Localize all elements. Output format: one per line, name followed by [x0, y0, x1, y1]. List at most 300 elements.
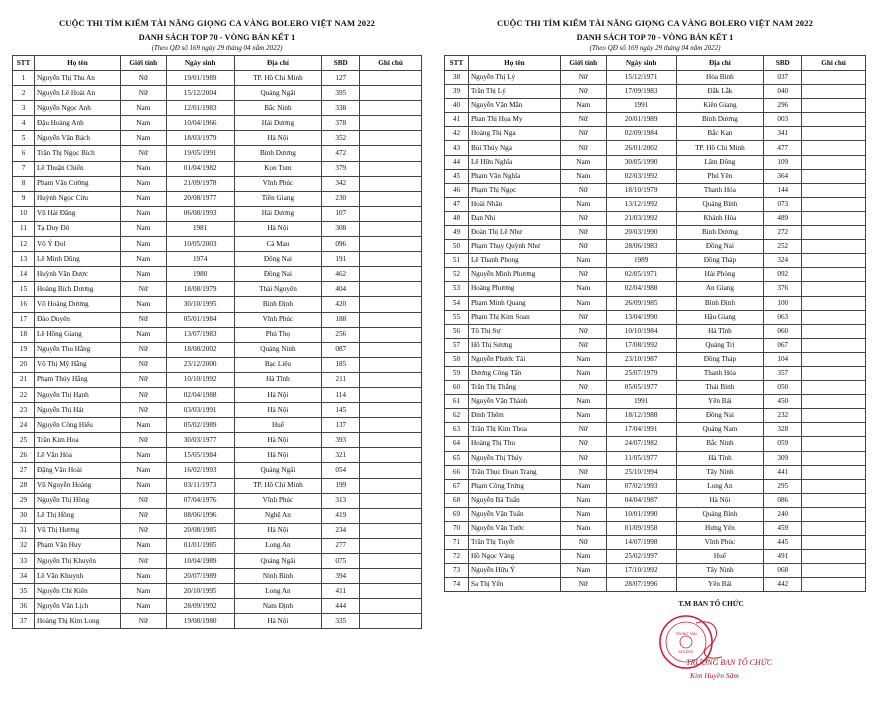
- note-cell: [802, 268, 866, 282]
- gender-cell: Nam: [560, 352, 606, 366]
- stt-cell: 39: [445, 85, 469, 99]
- name-cell: Trần Thị Ngọc Bích: [34, 146, 120, 161]
- birthdate-cell: 18/03/1979: [166, 131, 234, 146]
- name-cell: Lê Minh Dũng: [34, 252, 120, 267]
- gender-cell: Nam: [120, 176, 166, 191]
- note-cell: [360, 116, 422, 131]
- stt-cell: 45: [445, 169, 469, 183]
- gender-cell: Nữ: [560, 310, 606, 324]
- note-cell: [360, 131, 422, 146]
- address-cell: Bình Định: [234, 297, 322, 312]
- address-cell: Hải Dương: [234, 206, 322, 221]
- note-cell: [802, 338, 866, 352]
- name-cell: Phạm Văn Nghĩa: [468, 169, 560, 183]
- table-row: [13, 614, 422, 629]
- sbd-cell: 321: [322, 448, 360, 463]
- birthdate-cell: 1991: [606, 99, 676, 113]
- address-cell: Bình Dương: [676, 113, 764, 127]
- birthdate-cell: 25/07/1979: [606, 366, 676, 380]
- gender-cell: Nam: [560, 169, 606, 183]
- address-cell: Bắc Ninh: [676, 437, 764, 451]
- birthdate-cell: 03/11/1973: [166, 478, 234, 493]
- note-cell: [802, 578, 866, 592]
- name-cell: Nguyễn Ngọc Anh: [34, 101, 120, 116]
- address-cell: Ninh Bình: [234, 569, 322, 584]
- table-row: [445, 366, 866, 380]
- table-row: [13, 448, 422, 463]
- address-cell: Đồng Nai: [234, 252, 322, 267]
- stt-cell: 35: [13, 584, 35, 599]
- note-cell: [802, 550, 866, 564]
- table-row: [445, 479, 866, 493]
- birthdate-cell: 20/01/1989: [606, 113, 676, 127]
- stt-cell: 74: [445, 578, 469, 592]
- stt-cell: 71: [445, 536, 469, 550]
- column-header: Họ tên: [468, 56, 560, 71]
- stt-cell: 27: [13, 463, 35, 478]
- sbd-cell: 075: [322, 554, 360, 569]
- signature-name: Kim Huyền Sâm: [690, 671, 739, 680]
- sbd-cell: 324: [764, 254, 802, 268]
- name-cell: Nguyễn Công Hiếu: [34, 418, 120, 433]
- gender-cell: Nữ: [120, 71, 166, 86]
- list-page-right: [444, 0, 866, 592]
- name-cell: Nguyễn Văn Thành: [468, 395, 560, 409]
- name-cell: Nguyễn Văn Mẫn: [468, 99, 560, 113]
- name-cell: Nguyễn Văn Bách: [34, 131, 120, 146]
- stt-cell: 63: [445, 423, 469, 437]
- table-row: [13, 478, 422, 493]
- name-cell: Nguyễn Thị Hát: [34, 403, 120, 418]
- note-cell: [360, 312, 422, 327]
- address-cell: Nghệ An: [234, 508, 322, 523]
- gender-cell: Nữ: [560, 324, 606, 338]
- address-cell: Đồng Tháp: [676, 254, 764, 268]
- note-cell: [802, 99, 866, 113]
- address-cell: Hải Phòng: [676, 268, 764, 282]
- note-cell: [360, 508, 422, 523]
- note-cell: [360, 71, 422, 86]
- birthdate-cell: 18/12/1988: [606, 409, 676, 423]
- gender-cell: Nữ: [560, 451, 606, 465]
- address-cell: Lâm Đồng: [676, 155, 764, 169]
- stt-cell: 57: [445, 338, 469, 352]
- stt-cell: 67: [445, 479, 469, 493]
- stt-cell: 1: [13, 71, 35, 86]
- address-cell: Bình Dương: [676, 226, 764, 240]
- column-header: SBD: [764, 56, 802, 71]
- stt-cell: 3: [13, 101, 35, 116]
- birthdate-cell: 19/05/1991: [166, 146, 234, 161]
- gender-cell: Nữ: [560, 113, 606, 127]
- table-row: [13, 116, 422, 131]
- table-row: [445, 338, 866, 352]
- stt-cell: 32: [13, 538, 35, 553]
- birthdate-cell: 07/04/1976: [166, 493, 234, 508]
- birthdate-cell: 15/12/1971: [606, 71, 676, 85]
- address-cell: Hà Nội: [234, 523, 322, 538]
- note-cell: [802, 395, 866, 409]
- note-cell: [360, 387, 422, 402]
- table-row: [13, 131, 422, 146]
- name-cell: Bùi Thúy Nga: [468, 141, 560, 155]
- address-cell: Long An: [234, 538, 322, 553]
- name-cell: Lê Văn Hòa: [34, 448, 120, 463]
- gender-cell: Nữ: [560, 127, 606, 141]
- stt-cell: 26: [13, 448, 35, 463]
- address-cell: Hậu Giang: [676, 310, 764, 324]
- name-cell: Nguyễn Văn Lịch: [34, 599, 120, 614]
- table-row: [445, 254, 866, 268]
- birthdate-cell: 28/07/1996: [606, 578, 676, 592]
- note-cell: [360, 161, 422, 176]
- birthdate-cell: 11/05/1977: [606, 451, 676, 465]
- address-cell: Phú Yên: [676, 169, 764, 183]
- address-cell: Đồng Nai: [234, 267, 322, 282]
- birthdate-cell: 19/01/1989: [166, 71, 234, 86]
- address-cell: Hải Dương: [234, 116, 322, 131]
- birthdate-cell: 24/07/1982: [606, 437, 676, 451]
- birthdate-cell: 02/05/1971: [606, 268, 676, 282]
- table-row: [445, 240, 866, 254]
- birthdate-cell: 13/04/1990: [606, 310, 676, 324]
- address-cell: Quảng Ngãi: [234, 86, 322, 101]
- gender-cell: Nữ: [120, 433, 166, 448]
- table-row: [445, 324, 866, 338]
- note-cell: [802, 183, 866, 197]
- gender-cell: Nam: [120, 569, 166, 584]
- birthdate-cell: 17/08/1992: [606, 338, 676, 352]
- birthdate-cell: 08/06/1996: [166, 508, 234, 523]
- address-cell: Thái Bình: [676, 381, 764, 395]
- table-row: [445, 197, 866, 211]
- table-row: [445, 268, 866, 282]
- address-cell: Long An: [234, 584, 322, 599]
- table-row: [13, 357, 422, 372]
- table-row: [445, 211, 866, 225]
- sbd-cell: 404: [322, 282, 360, 297]
- table-header-row: [445, 56, 866, 71]
- address-cell: Yên Bái: [676, 395, 764, 409]
- sbd-cell: 096: [322, 237, 360, 252]
- name-cell: Lê Thanh Phong: [468, 254, 560, 268]
- name-cell: Nguyễn Chí Kiên: [34, 584, 120, 599]
- stt-cell: 12: [13, 237, 35, 252]
- table-row: [13, 342, 422, 357]
- column-header: SBD: [322, 56, 360, 71]
- sbd-cell: 199: [322, 478, 360, 493]
- name-cell: Phạm Thị Kim Soan: [468, 310, 560, 324]
- sbd-cell: 442: [764, 578, 802, 592]
- decision-note: (Theo QĐ số 169 ngày 29 tháng 04 năm 2022): [589, 44, 721, 52]
- gender-cell: Nữ: [560, 226, 606, 240]
- stt-cell: 43: [445, 141, 469, 155]
- address-cell: TP. Hồ Chí Minh: [234, 71, 322, 86]
- table-row: [445, 99, 866, 113]
- contestant-table-left: [12, 55, 422, 629]
- sbd-cell: 230: [322, 191, 360, 206]
- signature-block: [620, 600, 780, 680]
- column-header: Ngày sinh: [166, 56, 234, 71]
- birthdate-cell: 04/04/1987: [606, 493, 676, 507]
- name-cell: Nguyễn Minh Phương: [468, 268, 560, 282]
- gender-cell: Nam: [560, 409, 606, 423]
- sbd-cell: 054: [322, 463, 360, 478]
- birthdate-cell: 06/08/1993: [166, 206, 234, 221]
- birthdate-cell: 10/01/1990: [606, 507, 676, 521]
- name-cell: Tạ Duy Đô: [34, 221, 120, 236]
- gender-cell: Nam: [560, 564, 606, 578]
- table-row: [445, 465, 866, 479]
- note-cell: [802, 507, 866, 521]
- address-cell: Bắc Kạn: [676, 127, 764, 141]
- note-cell: [360, 297, 422, 312]
- sbd-cell: 104: [764, 352, 802, 366]
- name-cell: Lê Hữu Nghĩa: [468, 155, 560, 169]
- stt-cell: 4: [13, 116, 35, 131]
- note-cell: [802, 352, 866, 366]
- table-row: [13, 297, 422, 312]
- gender-cell: Nữ: [560, 85, 606, 99]
- note-cell: [360, 191, 422, 206]
- stt-cell: 44: [445, 155, 469, 169]
- gender-cell: Nam: [560, 366, 606, 380]
- birthdate-cell: 15/05/1984: [166, 448, 234, 463]
- stt-cell: 37: [13, 614, 35, 629]
- decision-note: (Theo QĐ số 169 ngày 29 tháng 04 năm 2022): [151, 44, 283, 52]
- address-cell: Nam Định: [234, 599, 322, 614]
- name-cell: Đinh Thêm: [468, 409, 560, 423]
- sbd-cell: 087: [322, 342, 360, 357]
- address-cell: Bạc Liêu: [234, 357, 322, 372]
- sbd-cell: 394: [322, 569, 360, 584]
- sbd-cell: 191: [322, 252, 360, 267]
- birthdate-cell: 02/03/1992: [606, 169, 676, 183]
- address-cell: Quảng Ngãi: [234, 554, 322, 569]
- table-row: [445, 451, 866, 465]
- gender-cell: Nữ: [560, 437, 606, 451]
- note-cell: [360, 86, 422, 101]
- table-row: [445, 155, 866, 169]
- address-cell: Quảng Trị: [676, 338, 764, 352]
- birthdate-cell: 07/02/1993: [606, 479, 676, 493]
- birthdate-cell: 03/03/1991: [166, 403, 234, 418]
- note-cell: [802, 493, 866, 507]
- table-row: [13, 101, 422, 116]
- sbd-cell: 240: [764, 507, 802, 521]
- stt-cell: 16: [13, 297, 35, 312]
- sbd-cell: 060: [764, 324, 802, 338]
- sbd-cell: 211: [322, 372, 360, 387]
- stt-cell: 25: [13, 433, 35, 448]
- gender-cell: Nữ: [120, 342, 166, 357]
- name-cell: Phạm Thụy Quỳnh Như: [468, 240, 560, 254]
- gender-cell: Nữ: [120, 387, 166, 402]
- address-cell: Khánh Hòa: [676, 211, 764, 225]
- name-cell: Võ Thị Mỹ Hằng: [34, 357, 120, 372]
- note-cell: [802, 141, 866, 155]
- name-cell: Nguyễn Thị Hạnh: [34, 387, 120, 402]
- sbd-cell: 185: [322, 357, 360, 372]
- table-row: [445, 578, 866, 592]
- sbd-cell: 127: [322, 71, 360, 86]
- birthdate-cell: 30/10/1995: [166, 297, 234, 312]
- document-title: CUỘC THI TÌM KIẾM TÀI NĂNG GIỌNG CA VÀNG BOLERO VIỆT NAM 2022: [497, 18, 813, 28]
- birthdate-cell: 23/12/2000: [166, 357, 234, 372]
- gender-cell: Nam: [560, 99, 606, 113]
- gender-cell: Nam: [560, 282, 606, 296]
- sbd-cell: 272: [764, 226, 802, 240]
- birthdate-cell: 18/08/1979: [166, 282, 234, 297]
- address-cell: Đồng Nai: [676, 409, 764, 423]
- birthdate-cell: 17/04/1991: [606, 423, 676, 437]
- stt-cell: 23: [13, 403, 35, 418]
- birthdate-cell: 17/10/1992: [606, 564, 676, 578]
- stt-cell: 7: [13, 161, 35, 176]
- note-cell: [802, 409, 866, 423]
- stt-cell: 28: [13, 478, 35, 493]
- note-cell: [802, 465, 866, 479]
- name-cell: Nguyễn Thị Lý: [468, 71, 560, 85]
- address-cell: Cà Mau: [234, 237, 322, 252]
- note-cell: [360, 523, 422, 538]
- table-row: [13, 282, 422, 297]
- address-cell: TP. Hồ Chí Minh: [234, 478, 322, 493]
- document-title: CUỘC THI TÌM KIẾM TÀI NĂNG GIỌNG CA VÀNG BOLERO VIỆT NAM 2022: [59, 18, 375, 28]
- gender-cell: Nam: [120, 267, 166, 282]
- table-row: [445, 127, 866, 141]
- name-cell: Lê Hồng Giang: [34, 327, 120, 342]
- birthdate-cell: 30/05/1990: [606, 155, 676, 169]
- sbd-cell: 086: [764, 493, 802, 507]
- gender-cell: Nam: [120, 463, 166, 478]
- column-header: STT: [13, 56, 35, 71]
- table-row: [13, 493, 422, 508]
- name-cell: Phan Thị Họa My: [468, 113, 560, 127]
- table-row: [445, 183, 866, 197]
- name-cell: Nguyễn Hữu Ý: [468, 564, 560, 578]
- gender-cell: Nam: [560, 479, 606, 493]
- table-row: [13, 387, 422, 402]
- name-cell: Lê Văn Khuynh: [34, 569, 120, 584]
- table-row: [13, 161, 422, 176]
- gender-cell: Nữ: [560, 338, 606, 352]
- address-cell: Hà Tĩnh: [676, 451, 764, 465]
- sbd-cell: 137: [322, 418, 360, 433]
- birthdate-cell: 28/06/1983: [606, 240, 676, 254]
- sbd-cell: 308: [322, 221, 360, 236]
- stt-cell: 64: [445, 437, 469, 451]
- sbd-cell: 114: [322, 387, 360, 402]
- birthdate-cell: 20/03/1990: [606, 226, 676, 240]
- sbd-cell: 395: [322, 86, 360, 101]
- birthdate-cell: 26/09/1985: [606, 296, 676, 310]
- table-row: [13, 267, 422, 282]
- gender-cell: Nam: [560, 296, 606, 310]
- stt-cell: 48: [445, 211, 469, 225]
- name-cell: Hoàng Thị Nga: [468, 127, 560, 141]
- name-cell: Nguyễn Văn Tuấn: [468, 507, 560, 521]
- stt-cell: 69: [445, 507, 469, 521]
- table-row: [445, 409, 866, 423]
- address-cell: Hòa Bình: [676, 71, 764, 85]
- birthdate-cell: 10/04/1966: [166, 116, 234, 131]
- birthdate-cell: 14/07/1998: [606, 536, 676, 550]
- name-cell: Tô Thị Sự: [468, 324, 560, 338]
- sbd-cell: 277: [322, 538, 360, 553]
- birthdate-cell: 17/09/1983: [606, 85, 676, 99]
- birthdate-cell: 16/02/1993: [166, 463, 234, 478]
- note-cell: [360, 418, 422, 433]
- column-header: Họ tên: [34, 56, 120, 71]
- table-row: [13, 418, 422, 433]
- gender-cell: Nam: [560, 550, 606, 564]
- gender-cell: Nữ: [120, 312, 166, 327]
- column-header: Ngày sinh: [606, 56, 676, 71]
- stt-cell: 34: [13, 569, 35, 584]
- sbd-cell: 444: [322, 599, 360, 614]
- address-cell: Bình Định: [676, 296, 764, 310]
- address-cell: Quảng Bình: [676, 507, 764, 521]
- stt-cell: 47: [445, 197, 469, 211]
- birthdate-cell: 10/10/1984: [606, 324, 676, 338]
- name-cell: Nguyễn Phước Tài: [468, 352, 560, 366]
- note-cell: [802, 71, 866, 85]
- birthdate-cell: 25/02/1997: [606, 550, 676, 564]
- sbd-cell: 100: [764, 296, 802, 310]
- birthdate-cell: 15/12/2004: [166, 86, 234, 101]
- sbd-cell: 050: [764, 381, 802, 395]
- table-row: [445, 169, 866, 183]
- address-cell: Hà Nội: [676, 493, 764, 507]
- name-cell: Trần Thị Kim Thoa: [468, 423, 560, 437]
- stt-cell: 10: [13, 206, 35, 221]
- gender-cell: Nữ: [560, 423, 606, 437]
- table-row: [445, 507, 866, 521]
- note-cell: [360, 237, 422, 252]
- note-cell: [802, 564, 866, 578]
- table-row: [445, 226, 866, 240]
- sbd-cell: 037: [764, 71, 802, 85]
- note-cell: [360, 433, 422, 448]
- birthdate-cell: 01/04/1982: [166, 161, 234, 176]
- note-cell: [802, 254, 866, 268]
- stt-cell: 31: [13, 523, 35, 538]
- gender-cell: Nam: [120, 327, 166, 342]
- sbd-cell: 393: [322, 433, 360, 448]
- address-cell: Vĩnh Phúc: [234, 493, 322, 508]
- sbd-cell: 335: [322, 614, 360, 629]
- note-cell: [360, 327, 422, 342]
- gender-cell: Nữ: [560, 71, 606, 85]
- sbd-cell: 296: [764, 99, 802, 113]
- gender-cell: Nữ: [120, 614, 166, 629]
- table-row: [445, 536, 866, 550]
- table-body-right: [445, 71, 866, 592]
- table-row: [445, 282, 866, 296]
- stt-cell: 22: [13, 387, 35, 402]
- birthdate-cell: 01/01/1985: [166, 538, 234, 553]
- note-cell: [802, 113, 866, 127]
- gender-cell: Nữ: [560, 536, 606, 550]
- sbd-cell: 073: [764, 197, 802, 211]
- stt-cell: 52: [445, 268, 469, 282]
- name-cell: Lê Thuận Chiến: [34, 161, 120, 176]
- address-cell: Bắc Ninh: [234, 101, 322, 116]
- sbd-cell: 003: [764, 113, 802, 127]
- stt-cell: 53: [445, 282, 469, 296]
- address-cell: Đắk Lắk: [676, 85, 764, 99]
